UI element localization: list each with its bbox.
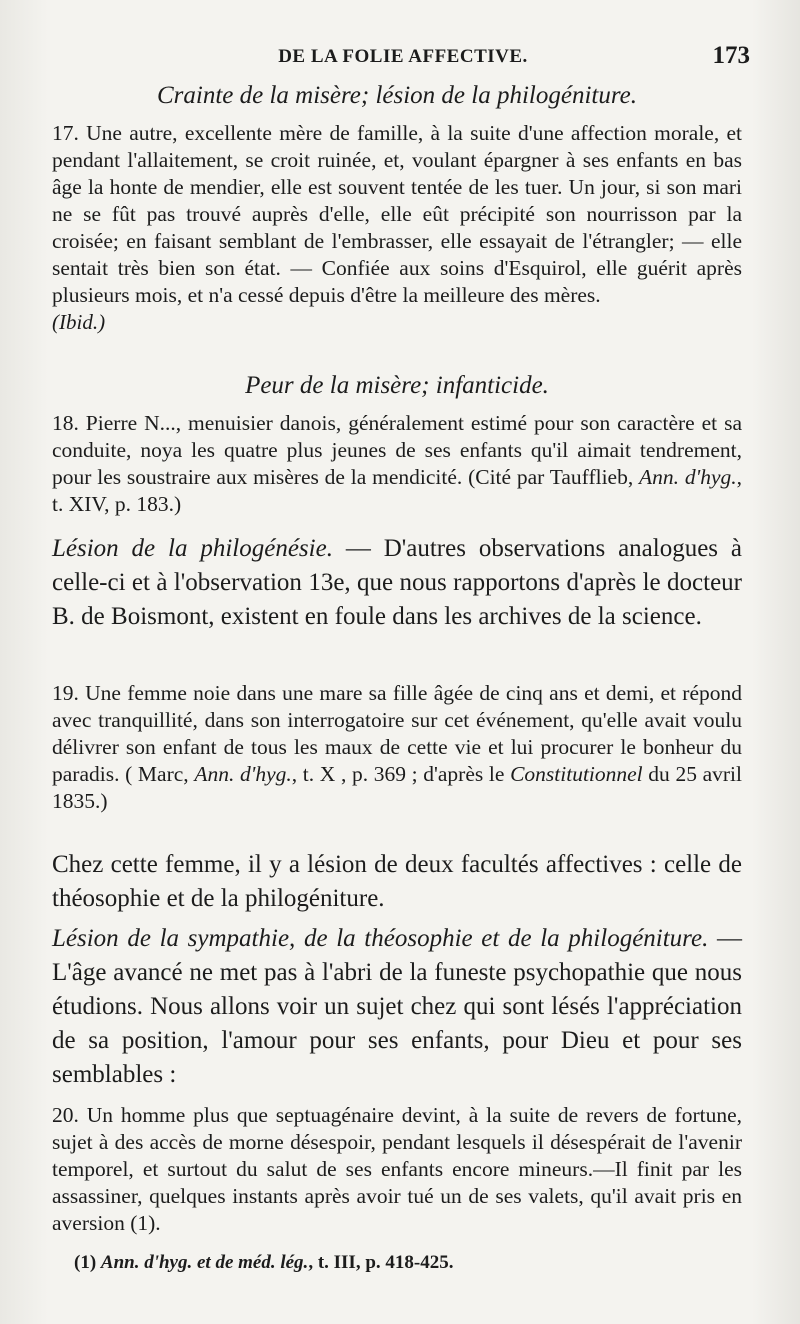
commentary [52, 848, 742, 916]
observation-20 [52, 1102, 742, 1237]
section-heading-peur [52, 372, 742, 400]
journal-title: Ann. d'hyg. [194, 762, 292, 786]
observation-20-text: 20. Un homme plus que septuagénaire devint, à la suite de revers de fortune, sujet à des accès de morne désespoir, pendant lesquels il désespérait de l'avenir temporel, et surtout du salut de ses enfants encore mineurs.—Il finit par les assassiner, quelques instants après avoir tué un de ses valets, qu'il avait pris en aversion (1). [52, 1103, 742, 1235]
inline-heading: Lésion de la philogénésie. [52, 535, 333, 562]
observation-18 [52, 410, 742, 518]
observation-17-text: 17. Une autre, excellente mère de famille, à la suite d'une affection morale, et pendant l'allaitement, se croit ruinée, et, voulant épargner à ses enfants en bas âge la honte de mendier, elle est souvent tentée de les tuer. Un jour, si son mari ne se fût pas trouvé auprès d'elle, elle eût précipité son nourrisson par la croisée; en faisant semblant de l'embrasser, elle essayait de l'étrangler; — elle sentait très bien son état. — Confiée aux soins d'Esquirol, elle guérit après plusieurs mois, et n'a cessé depuis d'être la meilleure des mères. [52, 121, 742, 307]
section-heading-crainte [52, 82, 742, 110]
section-philogenesie [52, 532, 742, 634]
observation-19 [52, 680, 742, 815]
footnote-detail: , t. III, p. 418-425. [308, 1252, 454, 1273]
footnote-marker: (1) [74, 1252, 101, 1273]
footnote-source: Ann. d'hyg. et de méd. lég. [100, 1252, 309, 1273]
inline-heading: Lésion de la sympathie, de la théosophie et de la philogéniture. [52, 925, 709, 952]
section-heading: Peur de la misère; infanticide. [245, 372, 549, 399]
page-number: 173 [712, 42, 750, 69]
running-head: DE LA FOLIE AFFECTIVE. [278, 46, 528, 67]
footnote [74, 1252, 453, 1274]
observation-17-ref: (Ibid.) [52, 310, 106, 334]
journal-title: Ann. d'hyg. [639, 465, 737, 489]
commentary-text: Chez cette femme, il y a lésion de deux facultés affectives : celle de théosophie et de la philogéniture. [52, 851, 742, 912]
section-heading: Crainte de la misère; lésion de la philogéniture. [156, 82, 638, 109]
observation-19-text: 19. Une femme noie dans une mare sa fille âgée de cinq ans et demi, et répond avec tranquillité, dans son interrogatoire sur cet événement, qu'elle avait voulu délivrer son enfant de tous les maux de cette vie et lui procurer le bonheur du paradis. ( Marc, Ann. d'hyg., t. X , p. 369 ; d'après le Constitutionnel du 25 avril 1835.) [52, 681, 743, 813]
observation-17 [52, 120, 742, 336]
page-header [56, 42, 750, 72]
section-sympathie [52, 922, 742, 1092]
newspaper-title: Constitutionnel [510, 762, 643, 786]
philogenesie-text: Lésion de la philogénésie. — D'autres observations analogues à celle-ci et à l'observation 13e, que nous rapportons d'après le docteur B. de Boismont, existent en foule dans les archives de la science. [52, 535, 742, 630]
observation-18-text: 18. Pierre N..., menuisier danois, généralement estimé pour son caractère et sa conduite, noya les quatre plus jeunes de ses enfants qu'il aimait tendrement, pour les soustraire aux misères de la mendicité. (Cité par Taufflieb, Ann. d'hyg., t. XIV, p. 183.) [52, 411, 742, 516]
sympathie-text: Lésion de la sympathie, de la théosophie et de la philogéniture. — L'âge avancé ne met pas à l'abri de la funeste psychopathie que nous étudions. Nous allons voir un sujet chez qui sont lésés l'appréciation de sa position, l'amour pour ses enfants, pour Dieu et pour ses semblables : [52, 925, 742, 1088]
